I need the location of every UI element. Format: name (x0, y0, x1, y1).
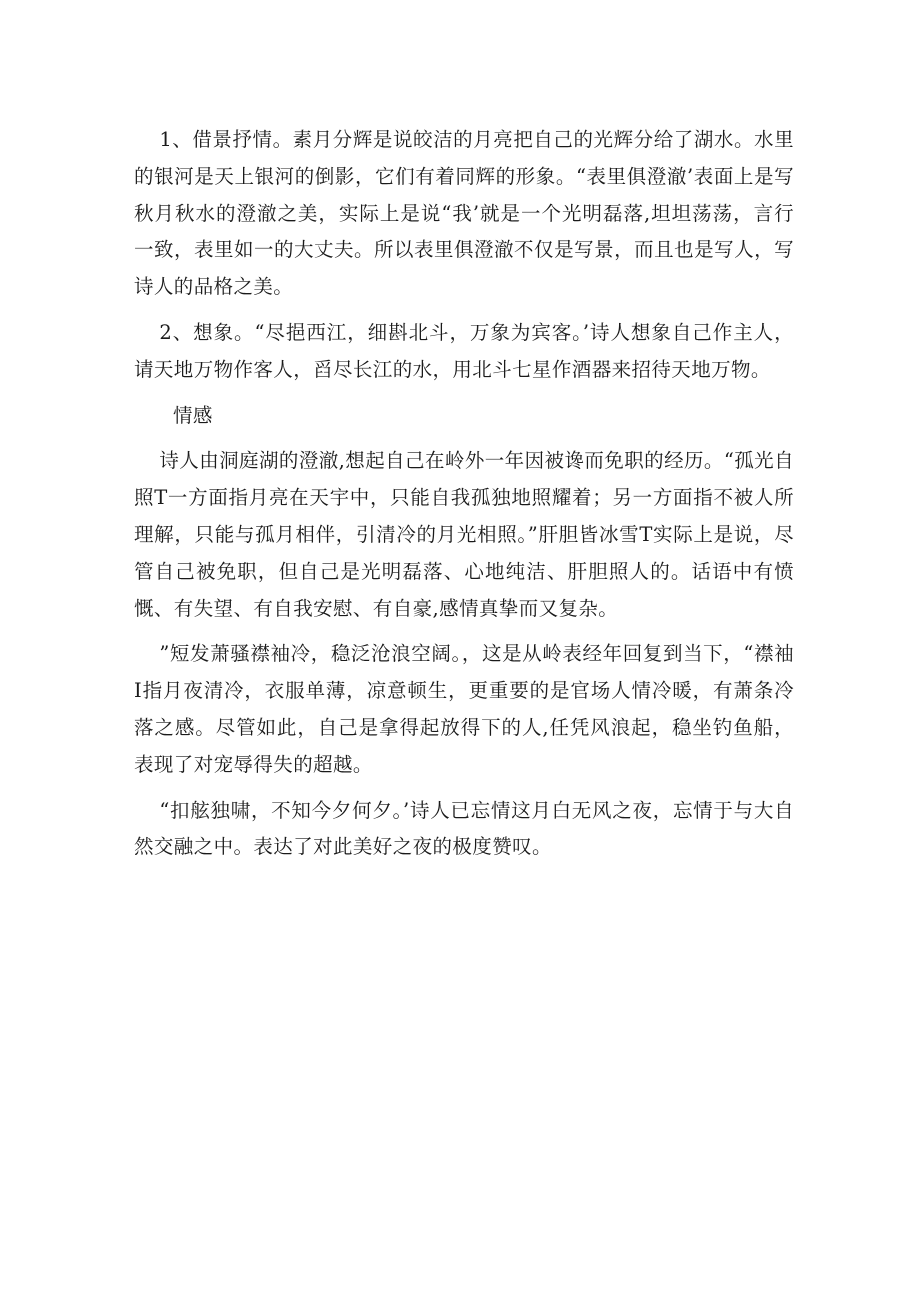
paragraph-emotion-3: “扣舷独啸，不知今夕何夕。’诗人已忘情这月白无风之夜，忘情于与大自然交融之中。表达了对此美好之夜的极度赞叹。 (134, 798, 794, 859)
section-heading-emotion: 情感 (173, 403, 213, 427)
paragraph-technique-2: 2、想象。“尽挹西江，细斟北斗，万象为宾客。’诗人想象自己作主人，请天地万物作客人，舀尽长江的水，用北斗七星作酒器来招待天地万物。 (134, 320, 794, 381)
paragraph-emotion-2: ”短发萧骚襟袖冷，稳泛沧浪空阔。，这是从岭表经年回复到当下，“襟袖I指月夜清冷，衣服单薄，凉意顿生，更重要的是官场人情冷暖，有萧条冷落之感。尽管如此，自己是拿得起放得下的人,任凭风浪起，稳坐钓鱼船，表现了对宠辱得失的超越。 (134, 642, 794, 776)
paragraph-technique-1: 1、借景抒情。素月分辉是说皎洁的月亮把自己的光辉分给了湖水。水里的银河是天上银河的倒影，它们有着同辉的形象。“表里俱澄澈’表面上是写秋月秋水的澄澈之美，实际上是说“我’就是一个光明磊落,坦坦荡荡，言行一致，表里如一的大丈夫。所以表里俱澄澈不仅是写景，而且也是写人，写诗人的品格之美。 (134, 128, 794, 299)
document-body (134, 122, 794, 875)
paragraph-emotion-1: 诗人由洞庭湖的澄澈,想起自己在岭外一年因被谗而免职的经历。“孤光自照T一方面指月亮在天宇中，只能自我孤独地照耀着；另一方面指不被人所理解，只能与孤月相伴，引清冷的月光相照。”肝胆皆冰雪T实际上是说，尽管自己被免职，但自己是光明磊落、心地纯洁、肝胆照人的。话语中有愤慨、有失望、有自我安慰、有自豪,感情真挚而又复杂。 (134, 449, 794, 620)
